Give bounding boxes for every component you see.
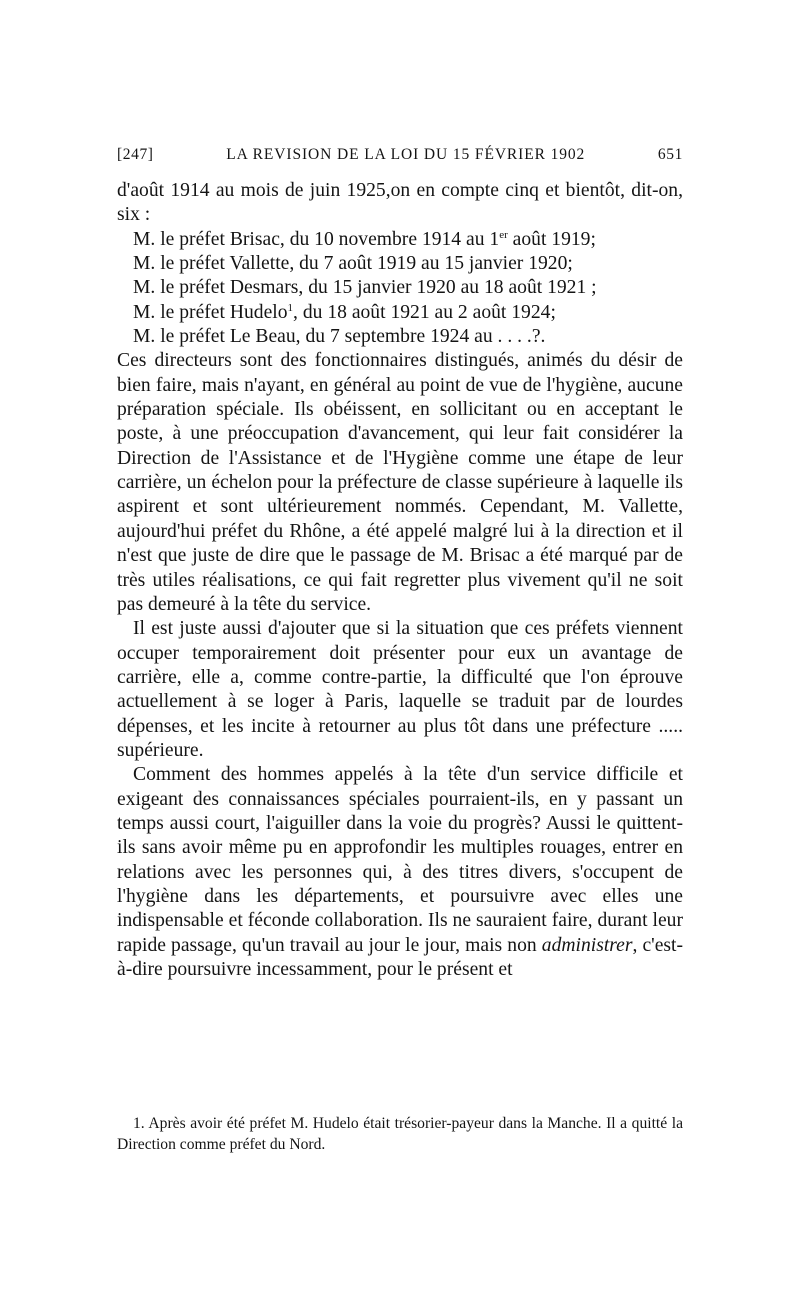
running-title: LA REVISION DE LA LOI DU 15 FÉVRIER 1902 xyxy=(226,146,586,163)
emphasized-word: administrer xyxy=(541,934,633,956)
prefect-list-item: M. le préfet Le Beau, du 7 septembre 1924 au . . . .?. xyxy=(133,326,546,348)
footnote-marker: 1. xyxy=(133,1115,145,1132)
paragraph: Ces directeurs sont des fonctionnaires distingués, animés du désir de bien faire, mais n'ayant, en général au point de vue de l'hygiène, aucune préparation spéciale. Ils obéissent, en sollicitant ou en acceptant le poste, à une préoccupation d'avancement, qui leur fait considérer la Direction de l'Assistance et de l'Hygiène comme une étape de leur carrière, un échelon pour la préfecture de classe supérieure à laquelle ils aspirent et sont ultérieurement nommés. Cependant, M. Vallette, aujourd'hui préfet du Rhône, a été appelé malgré lui à la direction et il n'est que juste de dire que le passage de M. Brisac a été marqué par de très utiles réalisations, ce qui fait regretter plus vivement qu'il ne soit pas demeuré à la tête du service. xyxy=(117,350,683,615)
page-reference: [247] xyxy=(117,146,154,163)
page xyxy=(117,146,683,982)
prefect-list-item: M. le préfet Brisac, du 10 novembre 1914 au 1er août 1919; xyxy=(133,228,596,250)
prefect-list-item: M. le préfet Desmars, du 15 janvier 1920 au 18 août 1921 ; xyxy=(133,277,597,299)
paragraph: Il est juste aussi d'ajouter que si la situation que ces préfets viennent occuper temporairement doit présenter pour eux un avantage de carrière, elle a, comme contre-partie, la difficulté que l'on éprouve actuellement à se loger à Paris, laquelle se traduit par de lourdes dépenses, et les incite à retourner au plus tôt dans une préfecture ..... supérieure. xyxy=(117,618,683,761)
intro-line: d'août 1914 au mois de juin 1925,on en compte cinq et bientôt, dit-on, six : xyxy=(117,180,683,226)
footnote xyxy=(117,1113,683,1155)
page-number: 651 xyxy=(657,146,683,163)
footnote-text: Après avoir été préfet M. Hudelo était trésorier-payeur dans la Manche. Il a quitté la Direction comme préfet du Nord. xyxy=(117,1115,683,1153)
running-header xyxy=(117,146,683,170)
prefect-list-item: M. le préfet Hudelo$^1$, du 18 août 1921 au 2 août 1924; xyxy=(133,301,556,323)
body-text xyxy=(117,179,683,982)
footnote-reference: 1 xyxy=(287,301,294,314)
paragraph: Comment des hommes appelés à la tête d'un service difficile et exigeant des connaissances spéciales pourraient-ils, en y passant un temps aussi court, l'aiguiller dans la voie du progrès? Aussi le quittent-ils sans avoir même pu en approfondir les multiples rouages, entrer en relations avec les personnes qui, à des titres divers, s'occupent de l'hygiène dans les départements, et poursuivre avec elles une indispensable et féconde collaboration. Ils ne sauraient faire, durant leur rapide passage, qu'un travail au jour le jour, mais non administrer, c'est-à-dire poursuivre incessamment, pour le présent et xyxy=(117,764,683,980)
prefect-list-item: M. le préfet Vallette, du 7 août 1919 au 15 janvier 1920; xyxy=(133,253,573,275)
